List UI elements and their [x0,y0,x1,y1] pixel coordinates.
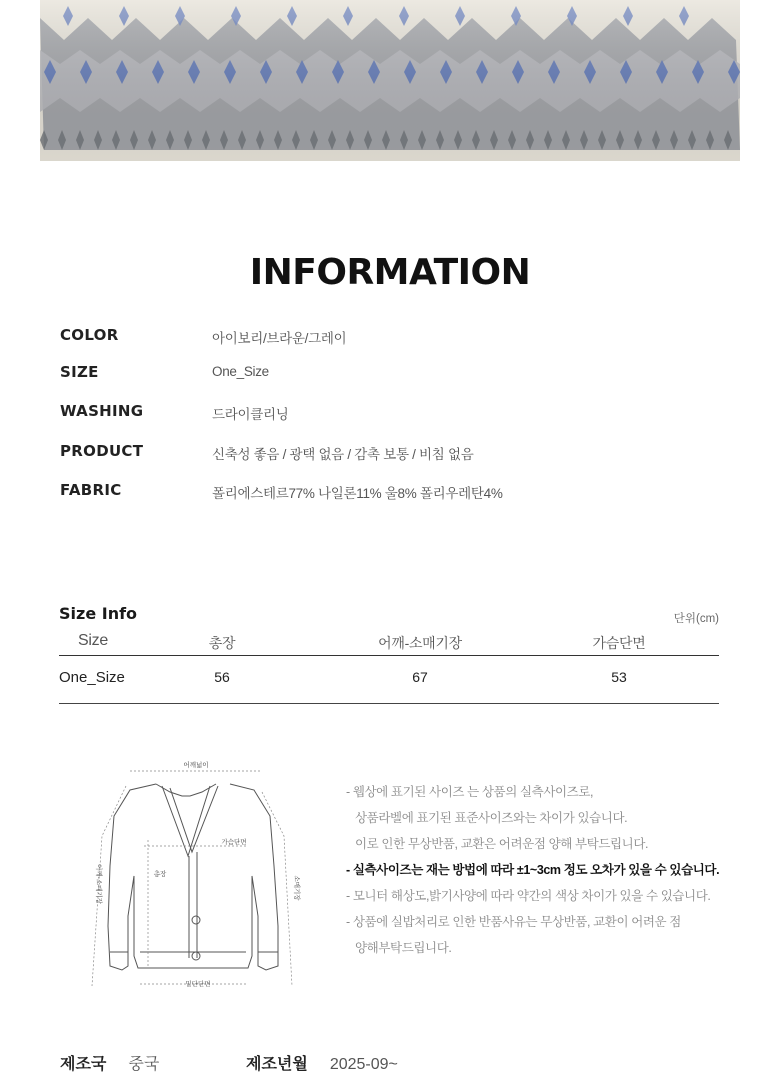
info-label: FABRIC [60,481,122,499]
table-cell-chest: 53 [611,669,627,685]
diagram-label-shoulder-sleeve: 어깨-소매기장 [95,863,103,905]
table-cell-size: One_Size [59,669,125,686]
info-row-fabric [60,481,740,505]
note-line: 상품라벨에 표기된 표준사이즈와는 차이가 있습니다. [355,811,628,825]
info-row-color [60,326,740,350]
info-value: 신축성 좋음 / 광택 없음 / 감촉 보통 / 비침 없음 [212,447,474,462]
note-line: 이로 인한 무상반품, 교환은 어려운점 양해 부탁드립니다. [355,837,649,851]
diagram-label-shoulder: 어깨넓이 [183,761,209,769]
size-notes [346,779,746,961]
info-label: WASHING [60,402,144,420]
note-line: - 웹상에 표기된 사이즈 는 상품의 실측사이즈로, [346,785,594,799]
origin-value: 중국 [128,1056,160,1073]
date-value: 2025-09~ [329,1056,398,1073]
diagram-label-length: 총장 [153,870,167,878]
table-divider [59,655,719,656]
info-row-size [60,363,740,387]
note-line-emphasis: - 실측사이즈는 재는 방법에 따라 ±1~3cm 정도 오차가 있을 수 있습니다. [346,863,720,877]
knit-pattern-image [40,0,740,161]
country-of-origin [60,1051,159,1074]
note-line: 양해부탁드립니다. [355,941,452,955]
info-label: SIZE [60,363,99,381]
table-cell-length: 56 [214,669,230,685]
diagram-label-sleeve: 소매기장 [293,875,301,901]
info-value: 드라이클리닝 [212,407,289,422]
origin-label: 제조국 [60,1056,107,1073]
date-label: 제조년월 [246,1056,308,1073]
note-line: - 모니터 해상도,밝기사양에 따라 약간의 색상 차이가 있을 수 있습니다. [346,889,711,903]
table-header-shoulder-sleeve: 어깨-소매기장 [378,635,462,651]
table-cell-shoulder-sleeve: 67 [412,669,428,685]
note-line: - 상품에 실밥처리로 인한 반품사유는 무상반품, 교환이 어려운 점 [346,915,681,929]
table-bottom-line [59,703,719,704]
info-value: One_Size [212,364,269,379]
info-label: PRODUCT [60,442,144,460]
table-header-chest: 가슴단면 [592,635,646,651]
info-label: COLOR [60,326,119,344]
information-title: INFORMATION [249,252,531,293]
size-info-title: Size Info [59,604,138,623]
info-row-product [60,442,740,466]
info-value: 폴리에스테르77% 나일론11% 울8% 폴리우레탄4% [212,486,503,501]
product-photo [40,0,740,161]
diagram-label-hem: 밑단단면 [185,980,211,988]
cardigan-sketch [78,756,310,996]
info-row-washing [60,402,740,426]
unit-label: 단위(cm) [673,613,719,625]
measurement-diagram [78,756,310,996]
table-header-length: 총장 [208,635,236,651]
manufacture-date [246,1051,398,1074]
info-value: 아이보리/브라운/그레이 [212,331,347,346]
table-header-size: Size [78,632,108,649]
diagram-label-chest: 가슴단면 [221,838,247,846]
